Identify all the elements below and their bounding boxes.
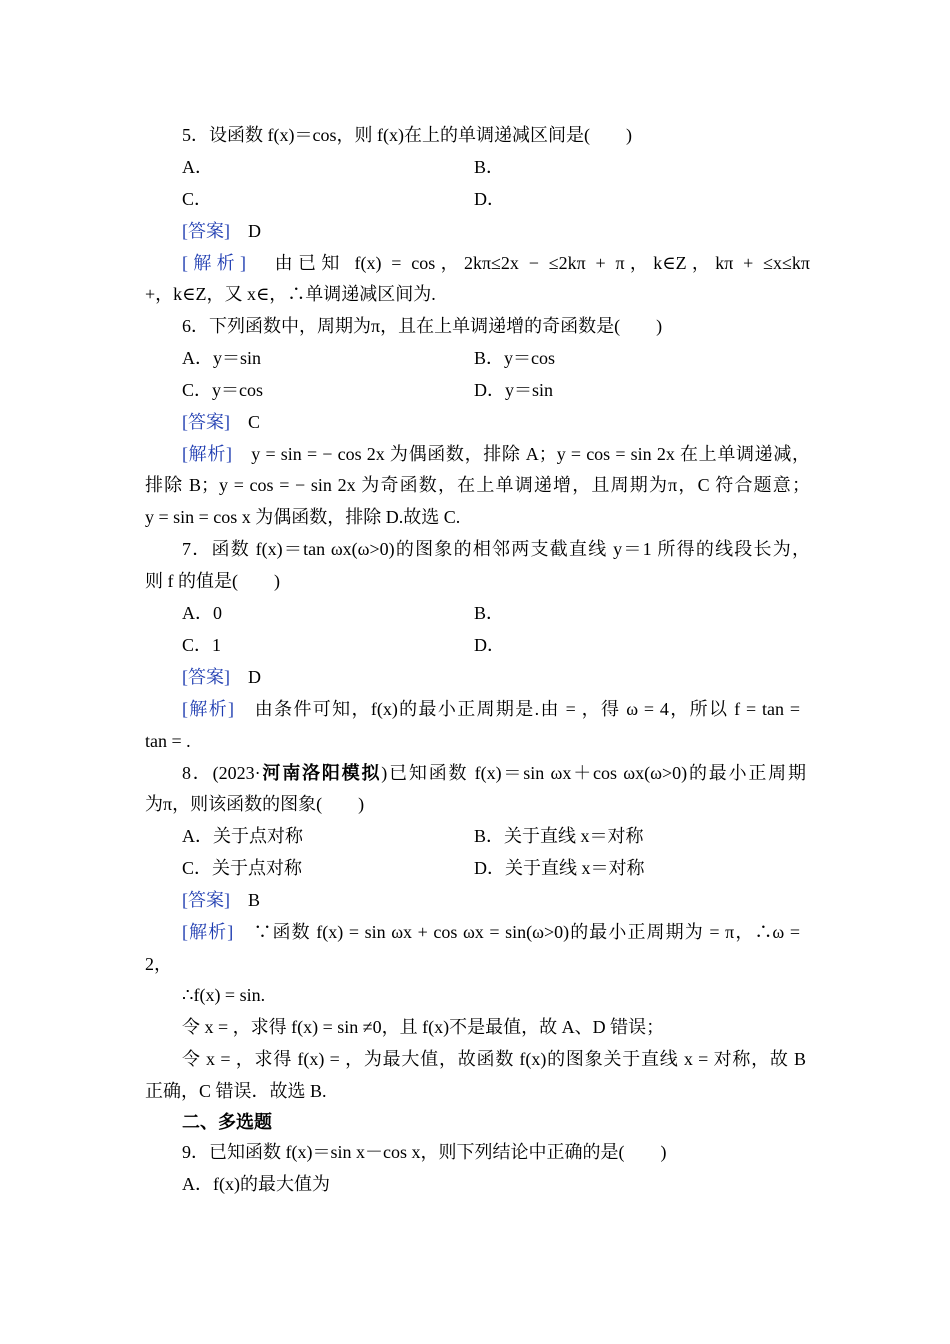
question-8-stem-line-1: 8．(2023·河南洛阳模拟)已知函数 f(x)＝sin ωx＋cos ωx(ω>0)的最小正周期 [182, 763, 806, 783]
question-source: 河南洛阳模拟 [260, 763, 382, 783]
answer-tag: [答案] [182, 890, 230, 910]
q5-option-c: C． [182, 189, 213, 209]
answer-tag: [答案] [182, 412, 230, 432]
q8-answer: [答案] B [182, 890, 261, 910]
q8-option-d: D．关于直线 x＝对称 [474, 858, 645, 878]
question-8-stem-line-2: 为π，则该函数的图象( ) [145, 794, 365, 814]
section-heading-multiple-choice: 二、多选题 [182, 1112, 272, 1132]
q8-analysis-line-3: ∴f(x) = sin. [182, 985, 266, 1005]
analysis-tag: [解析] [182, 444, 232, 464]
question-7-stem-line-2: 则 f 的值是( ) [145, 571, 280, 591]
analysis-tag: [解析] [182, 253, 246, 273]
answer-tag: [答案] [182, 221, 230, 241]
q8-analysis-line-5: 令 x = ，求得 f(x) = ，为最大值，故函数 f(x)的图象关于直线 x = 对称，故 B [182, 1049, 806, 1069]
q8-analysis-line-6: 正确，C 错误．故选 B. [145, 1081, 327, 1101]
q6-answer: [答案] C [182, 412, 261, 432]
q7-option-b: B． [474, 603, 505, 623]
q5-analysis-line-2: +，k∈Z，又 x∈，∴单调递减区间为. [145, 284, 436, 304]
q8-analysis-line-2: 2， [145, 954, 172, 974]
q8-option-c: C．关于点对称 [182, 858, 303, 878]
q6-option-d: D．y＝sin [474, 380, 554, 400]
q7-option-a: A．0 [182, 603, 222, 623]
q7-analysis-line-2: tan = . [145, 731, 191, 751]
q7-option-d: D． [474, 635, 505, 655]
q8-analysis-line-1: [解析] ∵函数 f(x) = sin ωx + cos ωx = sin(ω>0)的最小正周期为 = π，∴ω = [182, 922, 800, 942]
question-6-stem: 6．下列函数中，周期为π，且在上单调递增的奇函数是( ) [182, 316, 663, 336]
q5-analysis-line-1: [解析] 由已知 f(x) = cos，2kπ≤2x − ≤2kπ + π，k∈Z，kπ + ≤x≤kπ [182, 253, 810, 273]
q7-option-c: C．1 [182, 635, 222, 655]
q6-option-c: C．y＝cos [182, 380, 263, 400]
q8-option-b: B．关于直线 x＝对称 [474, 826, 644, 846]
q6-option-a: A．y＝sin [182, 348, 262, 368]
q5-option-b: B． [474, 157, 505, 177]
q9-option-a: A．f(x)的最大值为 [182, 1174, 330, 1194]
q7-analysis-line-1: [解析] 由条件可知，f(x)的最小正周期是.由 = ，得 ω = 4，所以 f = tan = [182, 699, 800, 719]
q8-option-a: A．关于点对称 [182, 826, 303, 846]
q8-analysis-line-4: 令 x = ，求得 f(x) = sin ≠0，且 f(x)不是最值，故 A、D 错误； [182, 1017, 665, 1037]
q6-analysis-line-3: y = sin = cos x 为偶函数，排除 D.故选 C. [145, 507, 461, 527]
q5-option-d: D． [474, 189, 505, 209]
q5-option-a: A． [182, 157, 213, 177]
q6-analysis-line-1: [解析] y = sin = − cos 2x 为偶函数，排除 A；y = cos = sin 2x 在上单调递减， [182, 444, 810, 464]
answer-tag: [答案] [182, 667, 230, 687]
q6-option-b: B．y＝cos [474, 348, 555, 368]
q5-answer: [答案] D [182, 221, 261, 241]
q7-answer: [答案] D [182, 667, 261, 687]
question-5-stem: 5．设函数 f(x)＝cos，则 f(x)在上的单调递减区间是( ) [182, 125, 632, 145]
question-9-stem: 9．已知函数 f(x)＝sin x－cos x，则下列结论中正确的是( ) [182, 1142, 667, 1162]
q6-analysis-line-2: 排除 B；y = cos = − sin 2x 为奇函数，在上单调递增，且周期为π，C 符合题意； [145, 475, 810, 495]
analysis-tag: [解析] [182, 699, 235, 719]
question-7-stem-line-1: 7．函数 f(x)＝tan ωx(ω>0)的图象的相邻两支截直线 y＝1 所得的线段长为， [182, 539, 810, 559]
analysis-tag: [解析] [182, 922, 234, 942]
